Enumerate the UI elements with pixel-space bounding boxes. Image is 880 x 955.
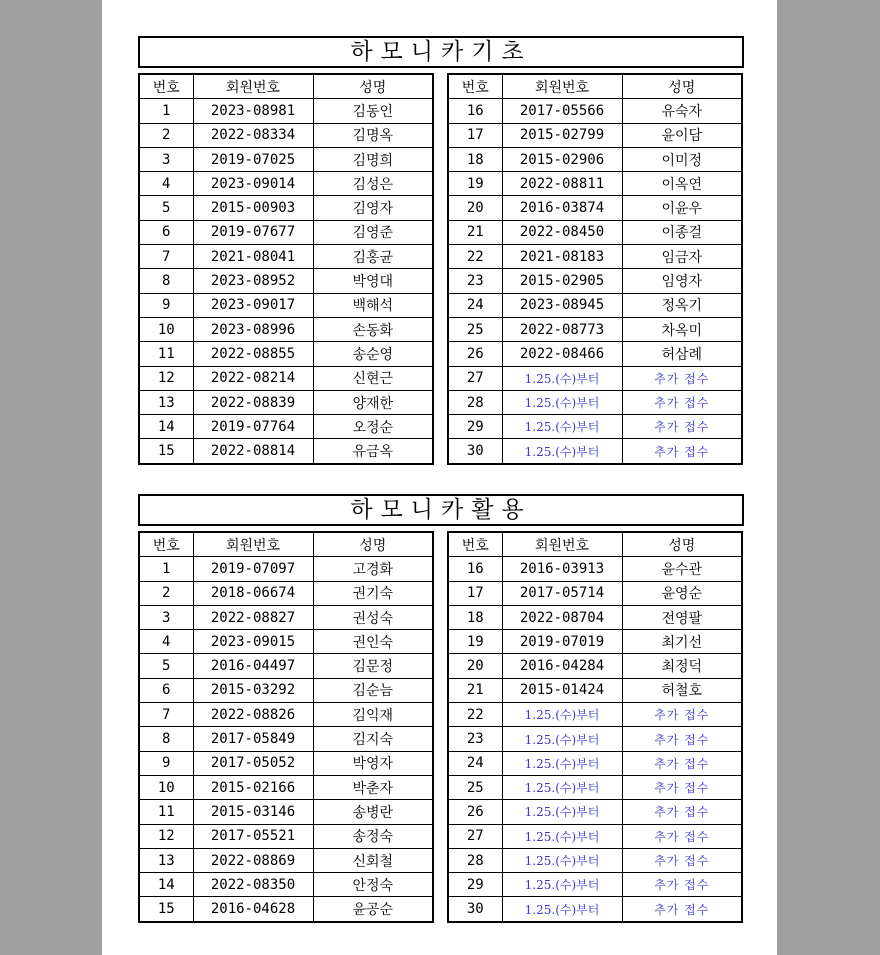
table-row: [139, 581, 433, 605]
member-name: 추가 접수: [622, 703, 742, 727]
member-id: 2017-05521: [193, 824, 313, 848]
row-number: 30: [448, 439, 502, 464]
table-row: [448, 99, 742, 123]
member-name: 윤이담: [622, 123, 742, 147]
row-number: 29: [448, 873, 502, 897]
row-number: 11: [139, 800, 193, 824]
member-name: 허철호: [622, 678, 742, 702]
row-number: 2: [139, 581, 193, 605]
member-id: 2017-05052: [193, 751, 313, 775]
member-id: 2023-08981: [193, 99, 313, 123]
table-row: [448, 703, 742, 727]
row-number: 6: [139, 220, 193, 244]
table-row: [139, 415, 433, 439]
member-id: 2022-08814: [193, 439, 313, 464]
member-name: 추가 접수: [622, 775, 742, 799]
row-number: 24: [448, 751, 502, 775]
row-number: 27: [448, 824, 502, 848]
row-number: 6: [139, 678, 193, 702]
table-row: [448, 751, 742, 775]
table-row: [448, 269, 742, 293]
row-number: 17: [448, 581, 502, 605]
table-row: [139, 439, 433, 464]
table-row: [448, 342, 742, 366]
member-id: 2015-00903: [193, 196, 313, 220]
member-name: 오정순: [313, 415, 433, 439]
member-id: 2023-09017: [193, 293, 313, 317]
table-row: [139, 123, 433, 147]
table-row: [139, 99, 433, 123]
column-header: 회원번호: [502, 74, 622, 99]
member-name: 이미정: [622, 147, 742, 171]
member-name: 유금옥: [313, 439, 433, 464]
table-row: [139, 630, 433, 654]
member-name: 추가 접수: [622, 415, 742, 439]
row-number: 18: [448, 605, 502, 629]
row-number: 12: [139, 824, 193, 848]
member-name: 박영대: [313, 269, 433, 293]
member-name: 허삼례: [622, 342, 742, 366]
member-id: 2015-02905: [502, 269, 622, 293]
member-id: 1.25.(수)부터: [502, 800, 622, 824]
member-id: 2016-03874: [502, 196, 622, 220]
table-row: [139, 390, 433, 414]
section-title: 하모니카활용: [138, 494, 744, 526]
member-name: 박춘자: [313, 775, 433, 799]
member-id: 2023-08945: [502, 293, 622, 317]
document-page: [102, 0, 777, 955]
roster-table-right: [447, 531, 743, 923]
table-row: [139, 873, 433, 897]
table-row: [139, 269, 433, 293]
table-row: [139, 800, 433, 824]
table-header-row: [448, 74, 742, 99]
member-name: 이종걸: [622, 220, 742, 244]
row-number: 22: [448, 703, 502, 727]
member-id: 2022-08214: [193, 366, 313, 390]
row-number: 23: [448, 727, 502, 751]
column-header: 회원번호: [193, 74, 313, 99]
member-id: 2022-08350: [193, 873, 313, 897]
member-id: 2015-03146: [193, 800, 313, 824]
member-id: 1.25.(수)부터: [502, 727, 622, 751]
member-id: 1.25.(수)부터: [502, 703, 622, 727]
table-row: [448, 293, 742, 317]
column-header: 성명: [622, 532, 742, 557]
member-id: 2023-09014: [193, 172, 313, 196]
table-row: [448, 196, 742, 220]
column-header: 성명: [313, 74, 433, 99]
member-name: 김명희: [313, 147, 433, 171]
row-number: 30: [448, 897, 502, 922]
member-id: 1.25.(수)부터: [502, 415, 622, 439]
row-number: 19: [448, 630, 502, 654]
row-number: 28: [448, 848, 502, 872]
member-name: 김순늠: [313, 678, 433, 702]
table-header-row: [139, 532, 433, 557]
row-number: 1: [139, 557, 193, 581]
row-number: 13: [139, 848, 193, 872]
member-name: 추가 접수: [622, 848, 742, 872]
table-row: [448, 390, 742, 414]
member-id: 2017-05849: [193, 727, 313, 751]
member-name: 추가 접수: [622, 366, 742, 390]
row-number: 20: [448, 654, 502, 678]
member-name: 유숙자: [622, 99, 742, 123]
table-row: [139, 245, 433, 269]
member-id: 2022-08826: [193, 703, 313, 727]
table-row: [448, 123, 742, 147]
row-number: 4: [139, 172, 193, 196]
member-id: 2016-04628: [193, 897, 313, 922]
member-id: 1.25.(수)부터: [502, 824, 622, 848]
row-number: 8: [139, 269, 193, 293]
row-number: 1: [139, 99, 193, 123]
row-number: 17: [448, 123, 502, 147]
member-name: 고경화: [313, 557, 433, 581]
member-id: 2016-04497: [193, 654, 313, 678]
member-name: 권기숙: [313, 581, 433, 605]
column-header: 번호: [139, 532, 193, 557]
member-name: 김문정: [313, 654, 433, 678]
member-name: 손동화: [313, 317, 433, 341]
table-row: [448, 245, 742, 269]
row-number: 21: [448, 220, 502, 244]
column-header: 번호: [448, 74, 502, 99]
member-id: 2017-05566: [502, 99, 622, 123]
member-id: 1.25.(수)부터: [502, 848, 622, 872]
table-row: [448, 147, 742, 171]
row-number: 26: [448, 342, 502, 366]
table-row: [448, 873, 742, 897]
row-number: 9: [139, 751, 193, 775]
member-name: 이윤우: [622, 196, 742, 220]
member-id: 2021-08183: [502, 245, 622, 269]
row-number: 3: [139, 147, 193, 171]
member-id: 2019-07025: [193, 147, 313, 171]
member-id: 2019-07764: [193, 415, 313, 439]
row-number: 5: [139, 654, 193, 678]
table-row: [448, 654, 742, 678]
column-header: 성명: [622, 74, 742, 99]
row-number: 8: [139, 727, 193, 751]
member-id: 2023-09015: [193, 630, 313, 654]
table-row: [139, 172, 433, 196]
member-name: 추가 접수: [622, 751, 742, 775]
member-id: 2018-06674: [193, 581, 313, 605]
member-name: 정옥기: [622, 293, 742, 317]
table-header-row: [139, 74, 433, 99]
row-number: 13: [139, 390, 193, 414]
table-row: [448, 317, 742, 341]
row-number: 3: [139, 605, 193, 629]
row-number: 25: [448, 317, 502, 341]
member-name: 임영자: [622, 269, 742, 293]
member-id: 2015-03292: [193, 678, 313, 702]
member-name: 김동인: [313, 99, 433, 123]
row-number: 10: [139, 317, 193, 341]
table-row: [139, 196, 433, 220]
member-id: 2022-08839: [193, 390, 313, 414]
row-number: 7: [139, 703, 193, 727]
member-id: 2015-02906: [502, 147, 622, 171]
member-name: 신현근: [313, 366, 433, 390]
member-name: 추가 접수: [622, 439, 742, 464]
table-row: [448, 605, 742, 629]
member-id: 2016-04284: [502, 654, 622, 678]
member-name: 송정숙: [313, 824, 433, 848]
member-id: 2019-07097: [193, 557, 313, 581]
row-number: 12: [139, 366, 193, 390]
member-name: 권성숙: [313, 605, 433, 629]
member-name: 김영자: [313, 196, 433, 220]
table-row: [139, 220, 433, 244]
member-name: 이옥연: [622, 172, 742, 196]
table-row: [139, 751, 433, 775]
member-id: 2022-08450: [502, 220, 622, 244]
row-number: 11: [139, 342, 193, 366]
member-name: 안정숙: [313, 873, 433, 897]
member-id: 2023-08952: [193, 269, 313, 293]
member-name: 김홍균: [313, 245, 433, 269]
member-id: 1.25.(수)부터: [502, 873, 622, 897]
roster-table-right: [447, 73, 743, 465]
row-number: 7: [139, 245, 193, 269]
member-name: 김익재: [313, 703, 433, 727]
member-name: 백해석: [313, 293, 433, 317]
table-row: [139, 342, 433, 366]
table-row: [448, 220, 742, 244]
row-number: 26: [448, 800, 502, 824]
table-row: [139, 727, 433, 751]
member-id: 2019-07677: [193, 220, 313, 244]
member-name: 최기선: [622, 630, 742, 654]
table-row: [448, 172, 742, 196]
roster-table-left: [138, 73, 434, 465]
table-row: [448, 439, 742, 464]
member-name: 김영준: [313, 220, 433, 244]
row-number: 5: [139, 196, 193, 220]
roster-table-left: [138, 531, 434, 923]
table-header-row: [448, 532, 742, 557]
member-id: 2022-08334: [193, 123, 313, 147]
member-name: 최정덕: [622, 654, 742, 678]
member-name: 임금자: [622, 245, 742, 269]
member-name: 송순영: [313, 342, 433, 366]
table-row: [139, 703, 433, 727]
table-row: [448, 848, 742, 872]
member-name: 추가 접수: [622, 800, 742, 824]
table-row: [448, 678, 742, 702]
member-id: 2015-02166: [193, 775, 313, 799]
member-name: 윤수관: [622, 557, 742, 581]
member-id: 1.25.(수)부터: [502, 775, 622, 799]
table-row: [139, 557, 433, 581]
row-number: 10: [139, 775, 193, 799]
row-number: 22: [448, 245, 502, 269]
member-name: 신회철: [313, 848, 433, 872]
member-name: 박영자: [313, 751, 433, 775]
column-header: 회원번호: [502, 532, 622, 557]
table-row: [448, 727, 742, 751]
table-row: [139, 824, 433, 848]
table-row: [139, 897, 433, 922]
table-row: [139, 605, 433, 629]
row-number: 20: [448, 196, 502, 220]
member-name: 김명옥: [313, 123, 433, 147]
member-id: 1.25.(수)부터: [502, 897, 622, 922]
table-row: [448, 800, 742, 824]
row-number: 19: [448, 172, 502, 196]
member-name: 양재한: [313, 390, 433, 414]
row-number: 15: [139, 897, 193, 922]
member-name: 추가 접수: [622, 727, 742, 751]
member-name: 윤공순: [313, 897, 433, 922]
table-row: [139, 317, 433, 341]
row-number: 27: [448, 366, 502, 390]
row-number: 2: [139, 123, 193, 147]
row-number: 4: [139, 630, 193, 654]
member-id: 2021-08041: [193, 245, 313, 269]
member-name: 윤영순: [622, 581, 742, 605]
member-id: 2022-08773: [502, 317, 622, 341]
table-row: [448, 557, 742, 581]
member-id: 2022-08811: [502, 172, 622, 196]
table-row: [448, 366, 742, 390]
member-name: 추가 접수: [622, 390, 742, 414]
member-id: 2022-08704: [502, 605, 622, 629]
table-row: [448, 775, 742, 799]
row-number: 9: [139, 293, 193, 317]
row-number: 16: [448, 557, 502, 581]
row-number: 16: [448, 99, 502, 123]
table-row: [448, 415, 742, 439]
column-header: 번호: [448, 532, 502, 557]
table-row: [139, 147, 433, 171]
member-id: 2016-03913: [502, 557, 622, 581]
column-header: 번호: [139, 74, 193, 99]
row-number: 14: [139, 873, 193, 897]
member-id: 2022-08827: [193, 605, 313, 629]
member-name: 김지숙: [313, 727, 433, 751]
table-row: [139, 775, 433, 799]
member-id: 1.25.(수)부터: [502, 751, 622, 775]
member-id: 2019-07019: [502, 630, 622, 654]
member-id: 2023-08996: [193, 317, 313, 341]
table-row: [448, 581, 742, 605]
table-row: [139, 848, 433, 872]
member-id: 1.25.(수)부터: [502, 366, 622, 390]
table-row: [139, 366, 433, 390]
member-id: 2022-08855: [193, 342, 313, 366]
table-row: [448, 630, 742, 654]
member-name: 송병란: [313, 800, 433, 824]
row-number: 18: [448, 147, 502, 171]
member-name: 추가 접수: [622, 873, 742, 897]
row-number: 15: [139, 439, 193, 464]
member-name: 전영팔: [622, 605, 742, 629]
member-id: 2015-01424: [502, 678, 622, 702]
member-name: 추가 접수: [622, 897, 742, 922]
row-number: 24: [448, 293, 502, 317]
row-number: 23: [448, 269, 502, 293]
table-row: [139, 654, 433, 678]
member-id: 2022-08869: [193, 848, 313, 872]
table-row: [448, 897, 742, 922]
column-header: 성명: [313, 532, 433, 557]
member-name: 권인숙: [313, 630, 433, 654]
row-number: 29: [448, 415, 502, 439]
row-number: 25: [448, 775, 502, 799]
table-row: [448, 824, 742, 848]
section-title: 하모니카기초: [138, 36, 744, 68]
member-name: 차옥미: [622, 317, 742, 341]
member-id: 2017-05714: [502, 581, 622, 605]
member-name: 추가 접수: [622, 824, 742, 848]
column-header: 회원번호: [193, 532, 313, 557]
member-id: 2015-02799: [502, 123, 622, 147]
member-id: 2022-08466: [502, 342, 622, 366]
member-id: 1.25.(수)부터: [502, 439, 622, 464]
row-number: 21: [448, 678, 502, 702]
row-number: 14: [139, 415, 193, 439]
member-id: 1.25.(수)부터: [502, 390, 622, 414]
table-row: [139, 293, 433, 317]
member-name: 김성은: [313, 172, 433, 196]
row-number: 28: [448, 390, 502, 414]
table-row: [139, 678, 433, 702]
